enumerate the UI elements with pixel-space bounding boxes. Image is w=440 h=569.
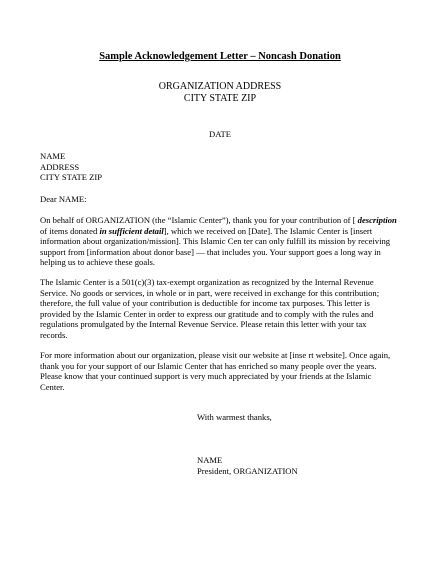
recipient-block [40,151,402,183]
paragraph-website [40,350,402,392]
paragraph-tax [40,277,402,341]
letter-title: Sample Acknowledgement Letter – Noncash Donation [99,51,341,62]
paragraph-line: regulations promulgated by the Internal Revenue Service. Please retain this letter with your tax [40,319,367,330]
paragraph-line: support from [information about donor base] — that includes you. Your support goes a long way in [40,246,381,257]
paragraph-line [40,226,402,237]
org-city-line: CITY STATE ZIP [183,93,257,104]
paragraph-line: The Islamic Center is a 501(c)(3) tax-exempt organization as recognized by the Internal Revenue [40,277,374,287]
recipient-name: NAME [40,151,66,161]
recipient-city: CITY STATE ZIP [40,172,103,183]
closing-line: With warmest thanks, [197,412,272,422]
paragraph-line: provided by the Islamic Center in order to express our gratitude and to comply with the rules and [40,308,374,319]
signature-block [197,455,298,476]
text-run: ], which we received on [Date]. The Islamic Center is [insert [163,225,373,236]
paragraph-line: Please know that your continued support is very much appreciated by your friends at the Islamic [40,371,372,382]
paragraph-line: therefore, the full value of your contribution is deductible for income tax purposes. This letter is [40,298,370,309]
paragraph-line: records. [40,329,68,340]
text-run: On behalf of ORGANIZATION (the “Islamic Center”), thank you for your contribution of [ [40,215,358,225]
placeholder-description: description [357,215,397,225]
paragraph-line: For more information about our organization, please visit our website at [inse rt website]. Once again, [40,350,391,360]
paragraph-line [40,215,402,226]
text-run: of items donated [40,225,100,236]
signer-name: NAME [197,455,223,465]
paragraph-line: helping us to achieve these goals. [40,257,156,268]
org-address-line: ORGANIZATION ADDRESS [158,81,282,92]
organization-address [0,81,440,105]
paragraph-thanks [40,215,402,268]
salutation: Dear NAME: [40,194,87,204]
paragraph-line: Center. [40,381,65,392]
placeholder-detail: in sufficient detail [99,225,164,236]
paragraph-line: thank you for your support of our Islamic Center that has enriched so many people over the years. [40,360,377,371]
recipient-address: ADDRESS [40,161,80,172]
paragraph-line: Service. No goods or services, in whole or in part, were received in exchange for this contribution; [40,287,380,298]
paragraph-line: information about organization/mission]. This Islamic Cen ter can only fulfill its mission by receiving [40,236,391,247]
signer-title: President, ORGANIZATION [197,465,298,476]
letter-date: DATE [209,129,231,139]
